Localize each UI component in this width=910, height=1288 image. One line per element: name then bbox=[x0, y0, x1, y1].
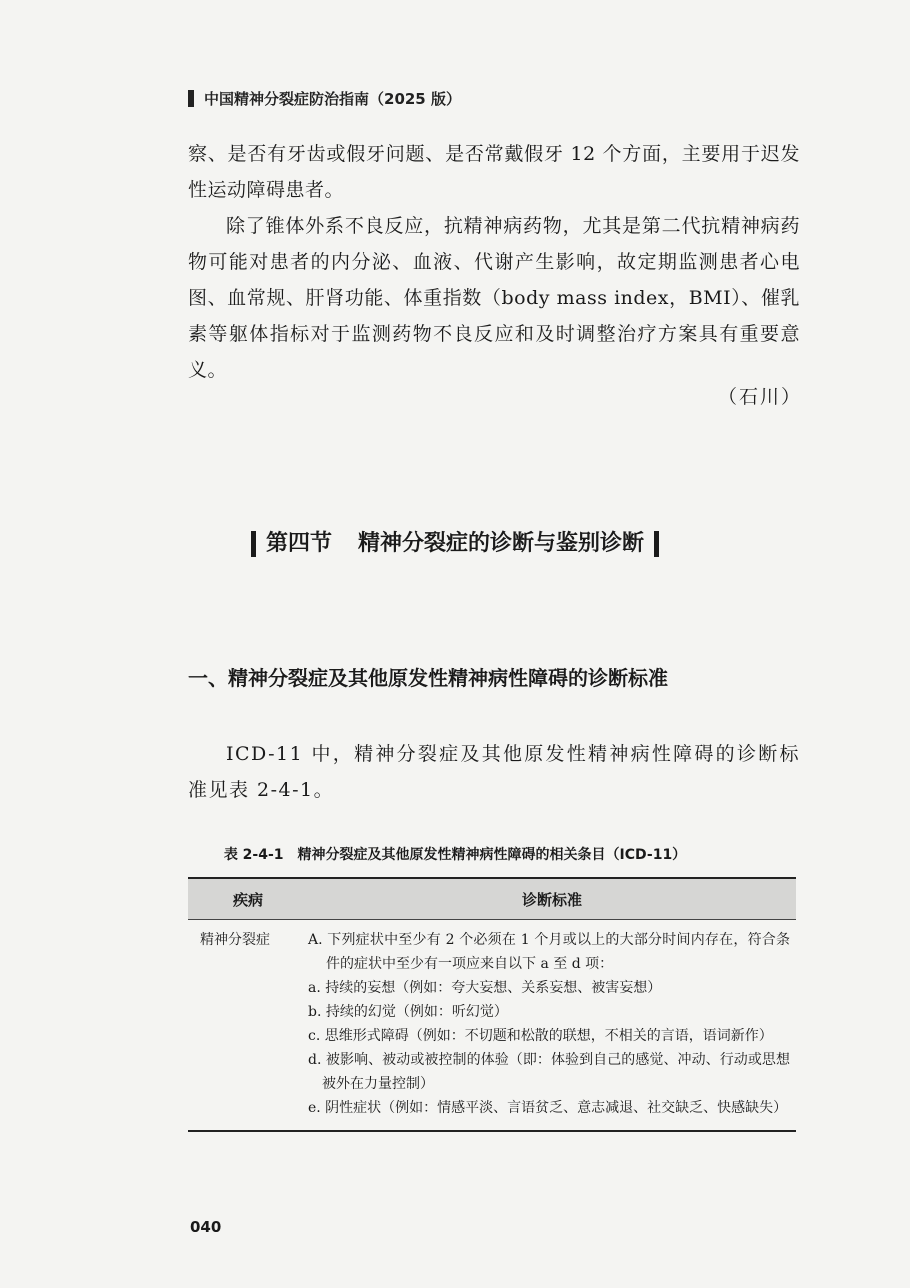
table-cell-criteria bbox=[308, 928, 796, 1120]
criterion-item: c. 思维形式障碍（例如：不切题和松散的联想，不相关的言语，语词新作） bbox=[308, 1028, 773, 1044]
running-head bbox=[188, 88, 461, 109]
table-row bbox=[188, 920, 796, 1130]
section-bar-right bbox=[654, 531, 659, 557]
subheading: 一、精神分裂症及其他原发性精神病性障碍的诊断标准 bbox=[188, 666, 668, 690]
paragraph-adverse-reactions: 除了锥体外系不良反应，抗精神病药物，尤其是第二代抗精神病药物可能对患者的内分泌、血液、代谢产生影响，故定期监测患者心电图、血常规、肝肾功能、体重指数（body mass index，BMI）、催乳素等躯体指标对于监测药物不良反应和及时调整治疗方案具有重要意义。 bbox=[188, 215, 800, 381]
running-head-marker bbox=[188, 90, 194, 107]
criterion-item: d. 被影响、被动或被控制的体验（即：体验到自己的感觉、冲动、行动或思想被外在力量控制） bbox=[308, 1052, 790, 1092]
section-title: 精神分裂症的诊断与鉴别诊断 bbox=[358, 531, 645, 556]
table-header-disease: 疾病 bbox=[232, 890, 263, 909]
criterion-item: e. 阴性症状（例如：情感平淡、言语贫乏、意志减退、社交缺乏、快感缺失） bbox=[308, 1100, 788, 1116]
section-heading bbox=[0, 526, 910, 557]
table-caption-id: 表 2-4-1 bbox=[223, 847, 284, 863]
criterion-item: a. 持续的妄想（例如：夸大妄想、关系妄想、被害妄想） bbox=[308, 980, 662, 996]
running-head-text: 中国精神分裂症防治指南（2025 版） bbox=[204, 90, 461, 108]
diagnosis-table bbox=[188, 877, 796, 1132]
section-bar-left bbox=[251, 531, 256, 557]
table-caption bbox=[0, 844, 910, 864]
paragraph-continuation: 察、是否有牙齿或假牙问题、是否常戴假牙 12 个方面，主要用于迟发性运动障碍患者。 bbox=[188, 143, 800, 201]
page-number: 040 bbox=[190, 1218, 222, 1236]
table-cell-disease: 精神分裂症 bbox=[200, 932, 270, 948]
table-header-criteria: 诊断标准 bbox=[521, 890, 582, 909]
table-header-row bbox=[188, 879, 796, 920]
table-caption-text: 精神分裂症及其他原发性精神病性障碍的相关条目（ICD-11） bbox=[297, 847, 687, 863]
author-signature: （石川） bbox=[717, 386, 802, 408]
paragraph-table-reference: ICD-11 中，精神分裂症及其他原发性精神病性障碍的诊断标准见表 2-4-1。 bbox=[188, 743, 800, 801]
criterion-a: A. 下列症状中至少有 2 个必须在 1 个月或以上的大部分时间内存在，符合条件的症状中至少有一项应来自以下 a 至 d 项： bbox=[308, 932, 790, 972]
section-number: 第四节 bbox=[265, 531, 332, 556]
criterion-item: b. 持续的幻觉（例如：听幻觉） bbox=[308, 1004, 508, 1020]
